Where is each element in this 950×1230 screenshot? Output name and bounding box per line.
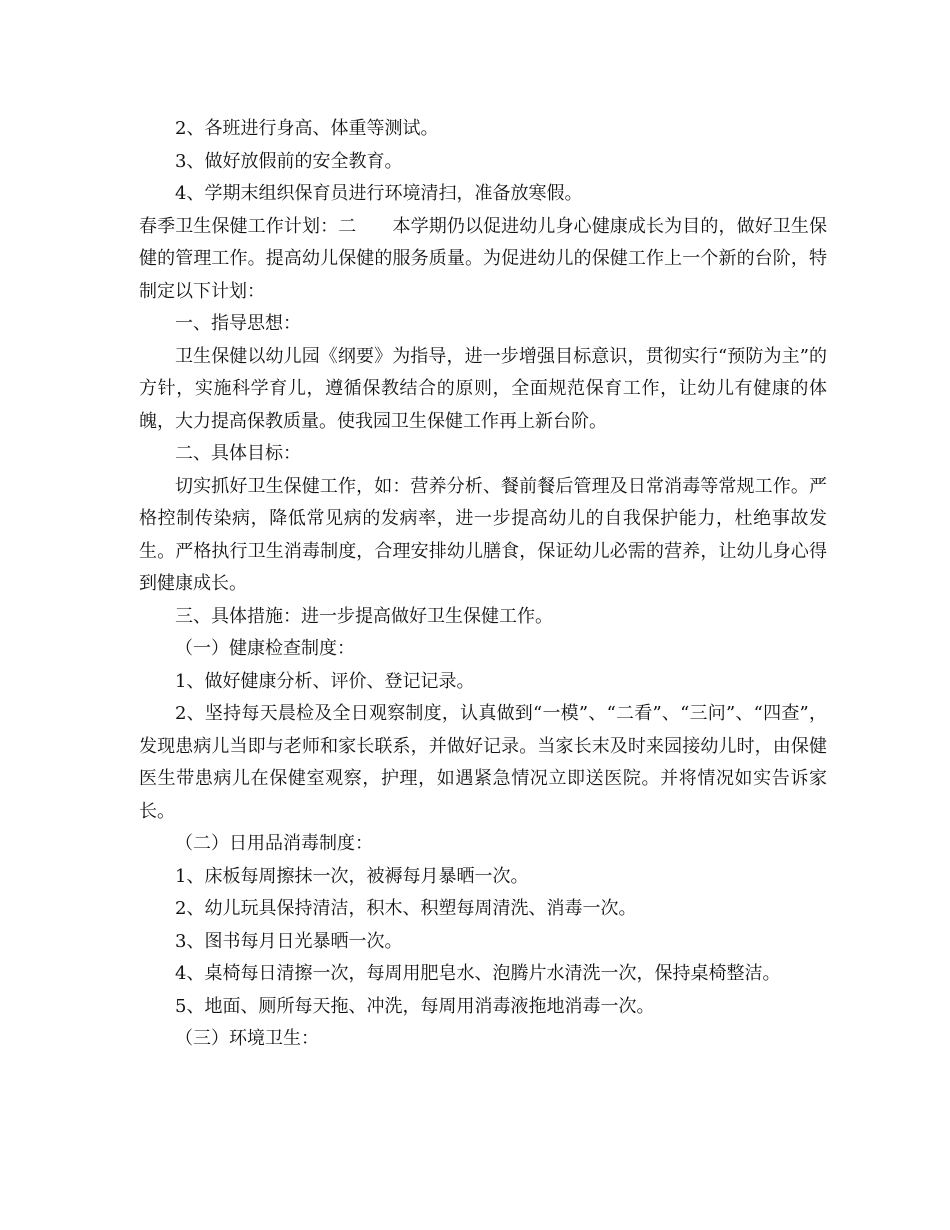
list-item-disinfection-3: 3、图书每月日光暴晒一次。 bbox=[175, 930, 403, 952]
paragraph-item-3: 3、做好放假前的安全教育。 bbox=[175, 150, 403, 172]
section-heading-specific-measures: 三、具体措施：进一步提高做好卫生保健工作。 bbox=[175, 605, 553, 627]
paragraph-specific-goals: 切实抓好卫生保健工作，如：营养分析、餐前餐后管理及日常消毒等常规工作。严格控制传染病，降低常见病的发病率，进一步提高幼儿的自我保护能力，杜绝事故发生。严格执行卫生消毒制度，合理安排幼儿膳食，保证幼儿必需的营养，让幼儿身心得到健康成长。 bbox=[139, 475, 827, 594]
subsection-heading-disinfection: （二）日用品消毒制度： bbox=[175, 833, 373, 854]
list-item-disinfection-2: 2、幼儿玩具保持清洁，积木、积塑每周清洗、消毒一次。 bbox=[175, 898, 637, 919]
list-item-disinfection-4: 4、桌椅每日清擦一次，每周用肥皂水、泡腾片水清洗一次，保持桌椅整洁。 bbox=[175, 963, 781, 984]
paragraph-item-2: 2、各班进行身高、体重等测试。 bbox=[175, 118, 439, 139]
list-item-health-2: 2、坚持每天晨检及全日观察制度，认真做到“一模”、“二看”、“三问”、“四查”，发现患病儿当即与老师和家长联系，并做好记录。当家长末及时来园接幼儿时，由保健医生带患病儿在保健室观察，护理，如遇紧急情况立即送医院。并将情况如实告诉家长。 bbox=[139, 703, 827, 822]
document-page bbox=[139, 113, 827, 1056]
list-item-disinfection-1: 1、床板每周擦抹一次，被褥每月暴晒一次。 bbox=[175, 865, 529, 887]
list-item-disinfection-5: 5、地面、厕所每天拖、冲洗，每周用消毒液拖地消毒一次。 bbox=[175, 995, 655, 1017]
paragraph-plan-intro: 春季卫生保健工作计划：二 本学期仍以促进幼儿身心健康成长为目的，做好卫生保健的管理工作。提高幼儿保健的服务质量。为促进幼儿的保健工作上一个新的台阶，特制定以下计划： bbox=[139, 215, 827, 302]
section-heading-guiding-thought: 一、指导思想： bbox=[175, 313, 301, 334]
paragraph-guiding-thought: 卫生保健以幼儿园《纲要》为指导，进一步增强目标意识，贯彻实行“预防为主”的方针，实施科学育儿，遵循保教结合的原则，全面规范保育工作，让幼儿有健康的体魄，大力提高保教质量。使我园卫生保健工作再上新台阶。 bbox=[139, 345, 827, 432]
list-item-health-1: 1、做好健康分析、评价、登记记录。 bbox=[175, 670, 475, 692]
subsection-heading-environment: （三）环境卫生： bbox=[175, 1028, 319, 1049]
section-heading-specific-goals: 二、具体目标： bbox=[175, 443, 301, 464]
paragraph-item-4: 4、学期末组织保育员进行环境清扫，准备放寒假。 bbox=[175, 183, 583, 204]
subsection-heading-health-check: （一）健康检查制度： bbox=[175, 638, 355, 659]
